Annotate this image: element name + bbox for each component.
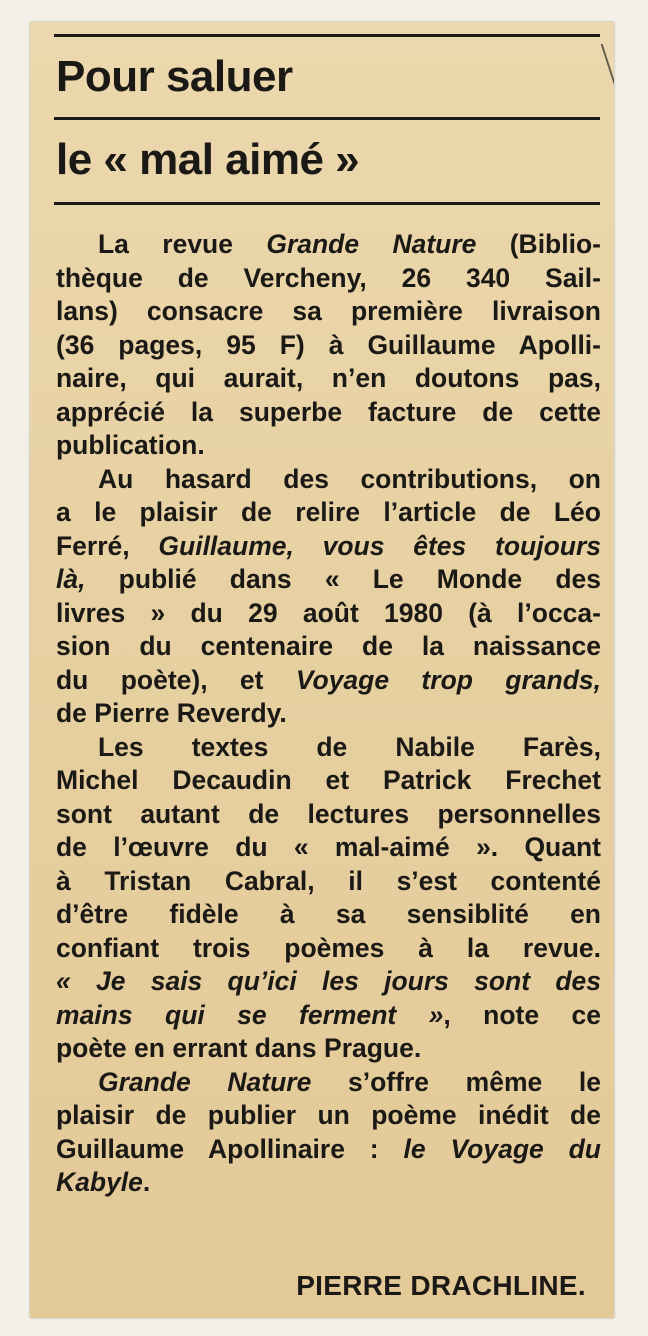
line-text: de Pierre Reverdy. [56, 698, 287, 728]
article-line [56, 362, 601, 396]
article-body [56, 228, 601, 1200]
article-line [56, 396, 601, 430]
line-text: Les textes de Nabile Farès, [98, 731, 601, 762]
author-signature: PIERRE DRACHLINE. [296, 1270, 586, 1301]
article-line [56, 597, 601, 631]
article-line [56, 496, 601, 530]
line-text-after: (Biblio- [476, 229, 601, 259]
article-line [56, 764, 601, 798]
article-line [56, 965, 601, 999]
article-line [56, 262, 601, 296]
line-italic-text: « Je sais qu’ici les jours sont des [56, 966, 601, 996]
headline-line-1: Pour saluer [56, 52, 293, 101]
torn-edge-mark [583, 44, 614, 114]
line-text-after: s’offre même le [311, 1066, 602, 1097]
line-text: à Tristan Cabral, il s’est contenté [56, 865, 601, 896]
article-line [56, 1032, 601, 1066]
article-line [56, 228, 601, 262]
line-text: plaisir de publier un poème inédit de [56, 1100, 601, 1130]
line-italic-text: Kabyle [56, 1167, 143, 1197]
line-text: naire, qui aurait, n’en doutons pas, [56, 363, 601, 393]
line-italic-text: Grande Nature [266, 229, 477, 259]
line-italic-text: Guillaume, vous êtes toujours [158, 530, 601, 561]
article-line [56, 630, 601, 664]
line-text-after: publié dans « Le Monde des [85, 564, 601, 594]
line-text: (36 pages, 95 F) à Guillaume Apolli- [56, 329, 601, 360]
article-line [56, 463, 601, 497]
line-italic-text: là, [56, 564, 86, 594]
article-line [56, 295, 601, 329]
line-text: poète en errant dans Prague. [56, 1033, 422, 1063]
article-line [56, 932, 601, 966]
line-text: Ferré, [56, 530, 159, 561]
line-text: livres » du 29 août 1980 (à l’occa- [56, 597, 601, 628]
middle-rule [54, 117, 600, 120]
article-line [56, 697, 601, 731]
line-italic-text: Grande Nature [98, 1066, 312, 1097]
headline-line-2: le « mal aimé » [56, 135, 360, 184]
article-line [56, 563, 601, 597]
line-text: a le plaisir de relire l’article de Léo [56, 497, 601, 527]
line-italic-text: le Voyage du [403, 1133, 601, 1164]
article-line [56, 429, 601, 463]
line-text: thèque de Vercheny, 26 340 Sail- [56, 262, 601, 293]
article-line [56, 831, 601, 865]
newspaper-clipping [30, 22, 614, 1318]
line-text: de l’œuvre du « mal-aimé ». Quant [56, 832, 601, 862]
bottom-rule [54, 202, 600, 205]
article-line [56, 664, 601, 698]
article-line [56, 898, 601, 932]
article-line [56, 530, 601, 564]
line-text: sont autant de lectures personnelles [56, 798, 601, 829]
line-text: Guillaume Apollinaire : [56, 1133, 404, 1164]
line-text-after: . [142, 1167, 151, 1197]
line-text: du poète), et [56, 664, 296, 695]
line-italic-text: mains qui se ferment » [56, 999, 444, 1030]
line-italic-text: Voyage trop grands, [295, 664, 601, 695]
line-text-after: , note ce [443, 999, 601, 1030]
article-line [56, 798, 601, 832]
line-text: publication. [56, 430, 205, 460]
line-text: d’être fidèle à sa sensiblité en [56, 899, 601, 929]
line-text: La revue [98, 229, 267, 259]
line-text: sion du centenaire de la naissance [56, 631, 601, 661]
line-text: Michel Decaudin et Patrick Frechet [56, 765, 601, 795]
article-line [56, 329, 601, 363]
article-line [56, 1066, 601, 1100]
line-text: lans) consacre sa première livraison [56, 296, 601, 326]
article-line [56, 865, 601, 899]
article-line [56, 999, 601, 1033]
line-text: confiant trois poèmes à la revue. [56, 932, 601, 963]
article-line [56, 1133, 601, 1167]
line-text: apprécié la superbe facture de cette [56, 396, 601, 427]
line-text: Au hasard des contributions, on [98, 463, 601, 494]
article-line [56, 1166, 601, 1200]
top-rule [54, 34, 600, 37]
article-line [56, 1099, 601, 1133]
article-line [56, 731, 601, 765]
